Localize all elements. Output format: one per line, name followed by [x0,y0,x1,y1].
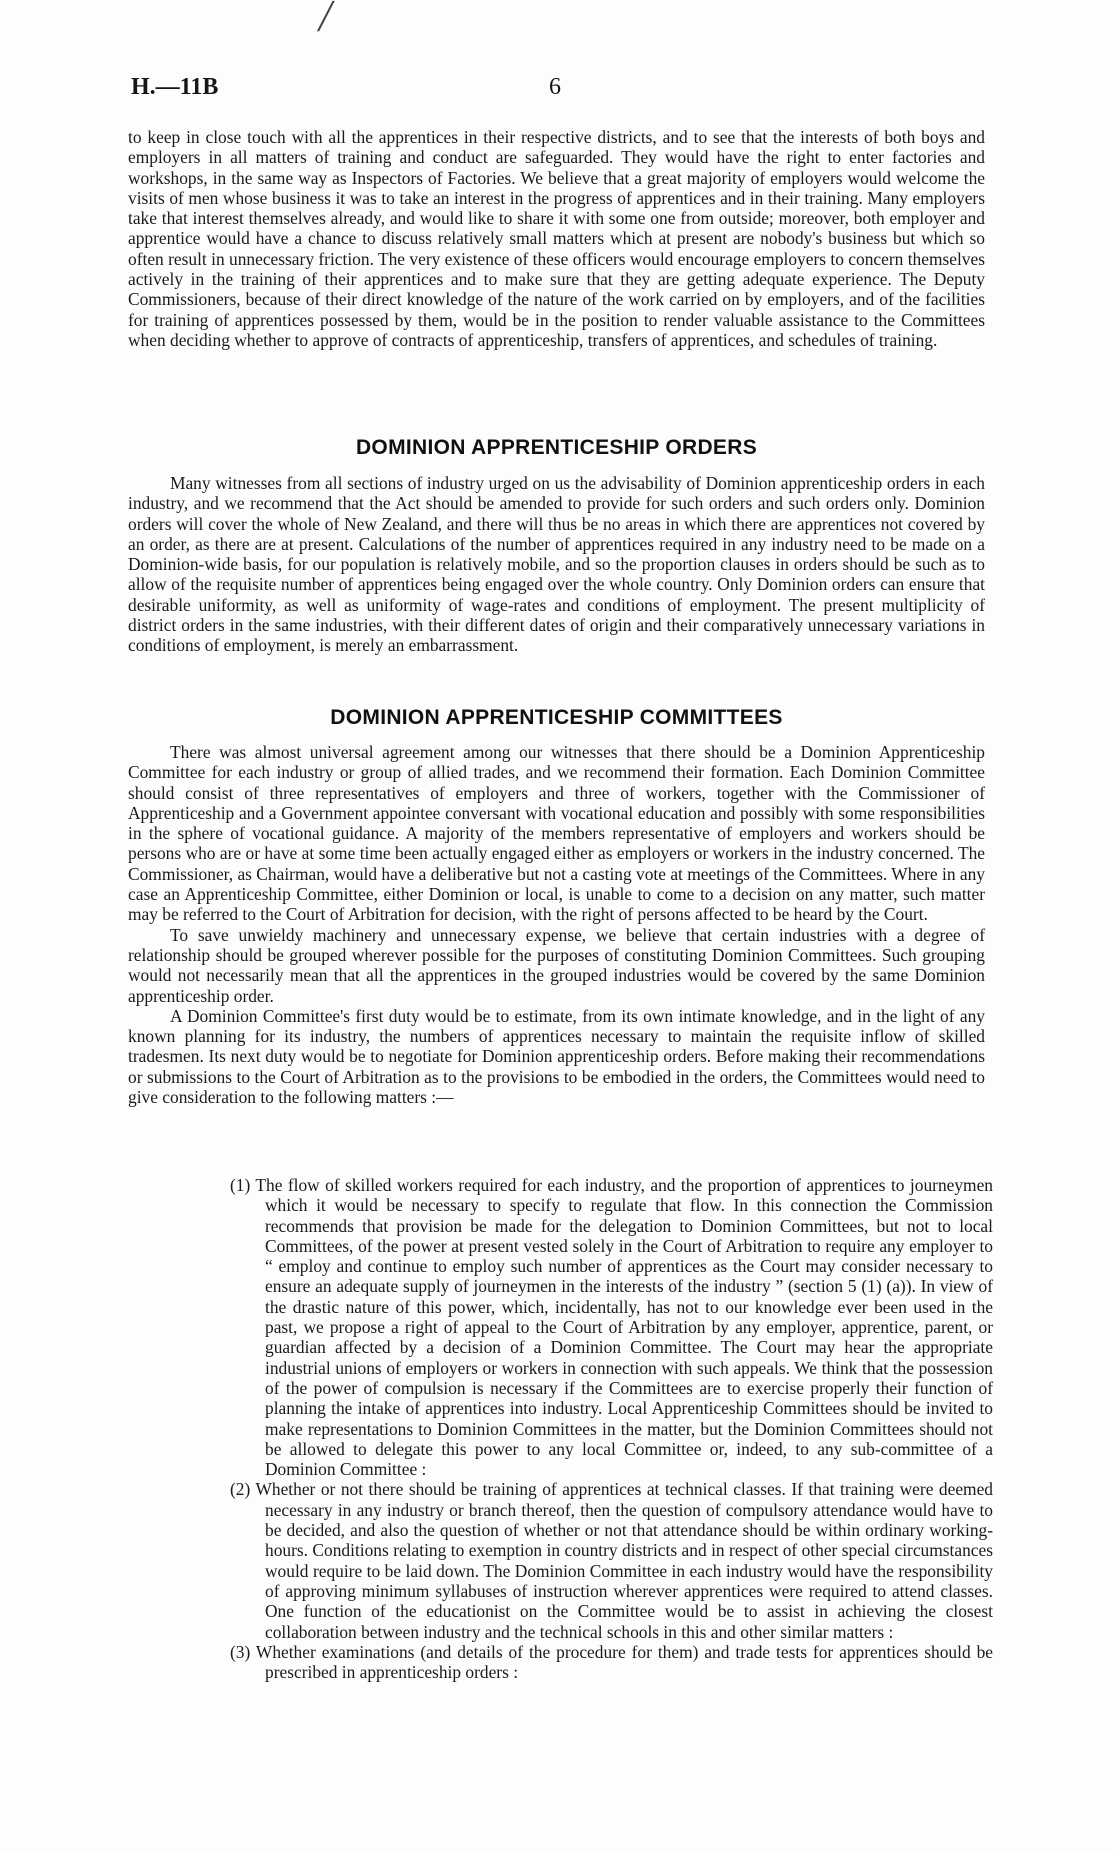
committees-paragraph: There was almost universal agreement among our witnesses that there should be a Dominion Apprenticeship Committee for each industry or group of allied trades, and we recommend their formation. Each Dominion Committee should consist of three representatives of employers and three of workers, together with the Commissioner of Apprenticeship and a Government appointee conversant with vocational education and possibly with some responsibilities in the sphere of vocational guidance. A majority of the members representative of employers and workers should be persons who are or have at some time been actually engaged either as employers or workers in the industry concerned. The Commissioner, as Chairman, would have a deliberative but not a casting vote at meetings of the Committees. Where in any case an Apprenticeship Committee, either Dominion or local, is unable to come to a decision on any matter, such matter may be referred to the Court of Arbitration for decision, with the right of persons affected to be heard by the Court. [128,742,985,925]
document-reference: H.—11B [131,74,219,100]
matters-list [210,1175,993,1682]
intro-block [128,127,985,350]
orders-block [128,473,985,656]
list-item: (3) Whether examinations (and details of the procedure for them) and trade tests for apprentices should be prescribed in apprenticeship orders : [230,1641,993,1683]
pen-mark: ╱ [318,2,334,31]
page-number: 6 [549,74,561,100]
list-item: (1) The flow of skilled workers required for each industry, and the proportion of apprentices to journeymen which it would be necessary to specify to regulate that flow. In this connection the Commission recommends that provision be made for the delegation to Dominion Committees, but not to local Committees, of the power at present vested solely in the Court of Arbitration to require any employer to “ employ and continue to employ such number of apprentices as the Court may consider necessary to ensure an adequate supply of journeymen in the interests of the industry ” (section 5 (1) (a)). In view of the drastic nature of this power, which, incidentally, has not to our knowledge ever been used in the past, we propose a right of appeal to the Court of Arbitration by any employer, apprentice, parent, or guardian affected by a decision of a Dominion Committee. The Court may hear the appropriate industrial unions of employers or workers in connection with such appeals. We think that the possession of the power of compulsion is necessary if the Committees are to exercise properly their function of planning the intake of apprentices into industry. Local Apprenticeship Committees should be invited to make representations to Dominion Committees in the matter, but the Dominion Committees should not be allowed to delegate this power to any local Committee or, indeed, to any sub-committee of a Dominion Committee : [230,1175,993,1480]
heading-apprenticeship-committees: DOMINION APPRENTICESHIP COMMITTEES [330,706,783,729]
committees-block [128,742,985,1107]
orders-paragraph: Many witnesses from all sections of industry urged on us the advisability of Dominion apprenticeship orders in each industry, and we recommend that the Act should be amended to provide for such orders and such orders only. Dominion orders will cover the whole of New Zealand, and there will thus be no areas in which there are apprentices not covered by an order, as there are at present. Calculations of the number of apprentices required in any industry need to be made on a Dominion-wide basis, for our population is relatively mobile, and so the proportion clauses in orders should be such as to allow of the requisite number of apprentices being engaged over the whole country. Only Dominion orders can ensure that desirable uniformity, as well as uniformity of wage-rates and conditions of employment. The present multiplicity of district orders in the same industries, with their different dates of origin and their comparatively unnecessary variations in conditions of employment, is merely an embarrassment. [128,473,985,656]
list-item: (2) Whether or not there should be training of apprentices at technical classes. If that training were deemed necessary in any industry or branch thereof, then the question of compulsory attendance would have to be decided, and also the question of whether or not that attendance should be within ordinary working-hours. Conditions relating to exemption in country districts and in respect of other special circumstances would require to be laid down. The Dominion Committee in each industry would have the responsibility of approving minimum syllabuses of instruction wherever apprentices were required to attend classes. One function of the educationist on the Committee would be to assist in achieving the closest collaboration between industry and the technical schools in this and other similar matters : [230,1479,993,1642]
committees-paragraph: A Dominion Committee's first duty would be to estimate, from its own intimate knowledge, and in the light of any known planning for its industry, the numbers of apprentices necessary to maintain the requisite inflow of skilled tradesmen. Its next duty would be to negotiate for Dominion apprenticeship orders. Before making their recommendations or submissions to the Court of Arbitration as to the provisions to be embodied in the orders, the Committees would need to give consideration to the following matters :— [128,1005,985,1108]
committees-paragraph: To save unwieldy machinery and unnecessary expense, we believe that certain industries with a degree of relationship should be grouped wherever possible for the purposes of constituting Dominion Committees. Such grouping would not necessarily mean that all the apprentices in the grouped industries would be covered by the same Dominion apprenticeship order. [128,924,985,1006]
intro-paragraph: to keep in close touch with all the apprentices in their respective districts, and to see that the interests of both boys and employers in all matters of training and conduct are safeguarded. They would have the right to enter factories and workshops, in the same way as Inspectors of Factories. We believe that a great majority of employers would welcome the visits of men whose business it was to take an interest in the progress of apprentices and in their training. Many employers take that interest themselves already, and would like to share it with some one from outside; moreover, both employer and apprentice would have a chance to discuss relatively small matters which at present are nobody's business but which so often result in unnecessary friction. The very existence of these officers would encourage employers to concern themselves actively in the training of their apprentices and to make sure that they are getting adequate experience. The Deputy Commissioners, because of their direct knowledge of the nature of the work carried on by employers, and of the facilities for training of apprentices possessed by them, would be in the position to render valuable assistance to the Committees when deciding whether to approve of contracts of apprenticeship, transfers of apprentices, and schedules of training. [128,127,985,350]
heading-apprenticeship-orders: DOMINION APPRENTICESHIP ORDERS [355,436,758,459]
